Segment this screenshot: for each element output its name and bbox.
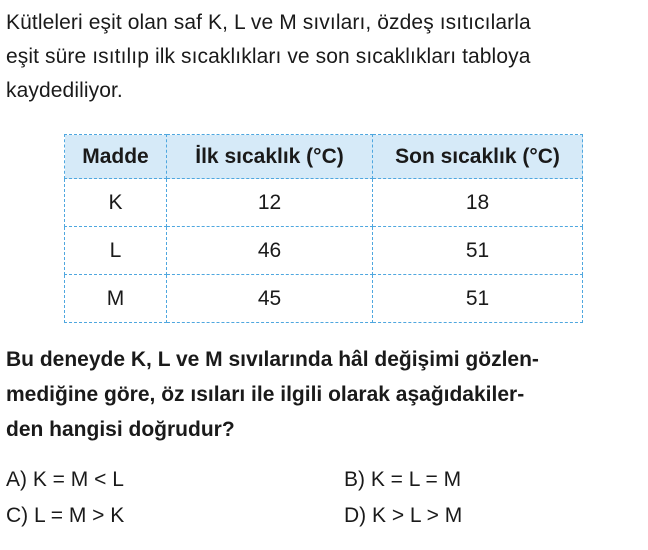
cell-initial-temperature: 46 [167, 227, 373, 275]
question-line-2: mediğine göre, öz ısıları ile ilgili olarak aşağıdakiler- [6, 383, 525, 406]
header-madde: Madde [65, 135, 167, 179]
question-line-3: den hangisi doğrudur? [6, 418, 235, 441]
cell-final-temperature: 51 [373, 227, 583, 275]
option-a[interactable]: A) K = M < L [6, 468, 124, 491]
option-d[interactable]: D) K > L > M [344, 504, 463, 527]
cell-substance: M [65, 275, 167, 323]
intro-text [6, 6, 642, 108]
intro-line-1: Kütleleri eşit olan saf K, L ve M sıvıları, özdeş ısıtıcılarla [6, 11, 531, 34]
header-final-temperature: Son sıcaklık (°C) [373, 135, 583, 179]
intro-line-2: eşit süre ısıtılıp ilk sıcaklıkları ve son sıcaklıkları tabloya [6, 45, 531, 68]
cell-initial-temperature: 12 [167, 179, 373, 227]
cell-substance: K [65, 179, 167, 227]
table-row [65, 275, 583, 323]
table-header-row [65, 135, 583, 179]
intro-line-3: kaydediliyor. [6, 79, 123, 102]
question-text [6, 342, 642, 447]
cell-final-temperature: 18 [373, 179, 583, 227]
cell-final-temperature: 51 [373, 275, 583, 323]
question-line-1: Bu deneyde K, L ve M sıvılarında hâl değişimi gözlen- [6, 348, 539, 371]
header-initial-temperature: İlk sıcaklık (°C) [167, 135, 373, 179]
cell-substance: L [65, 227, 167, 275]
cell-initial-temperature: 45 [167, 275, 373, 323]
option-c[interactable]: C) L = M > K [6, 504, 125, 527]
table-row [65, 179, 583, 227]
table-row [65, 227, 583, 275]
option-b[interactable]: B) K = L = M [344, 468, 462, 491]
temperature-table [64, 134, 583, 323]
